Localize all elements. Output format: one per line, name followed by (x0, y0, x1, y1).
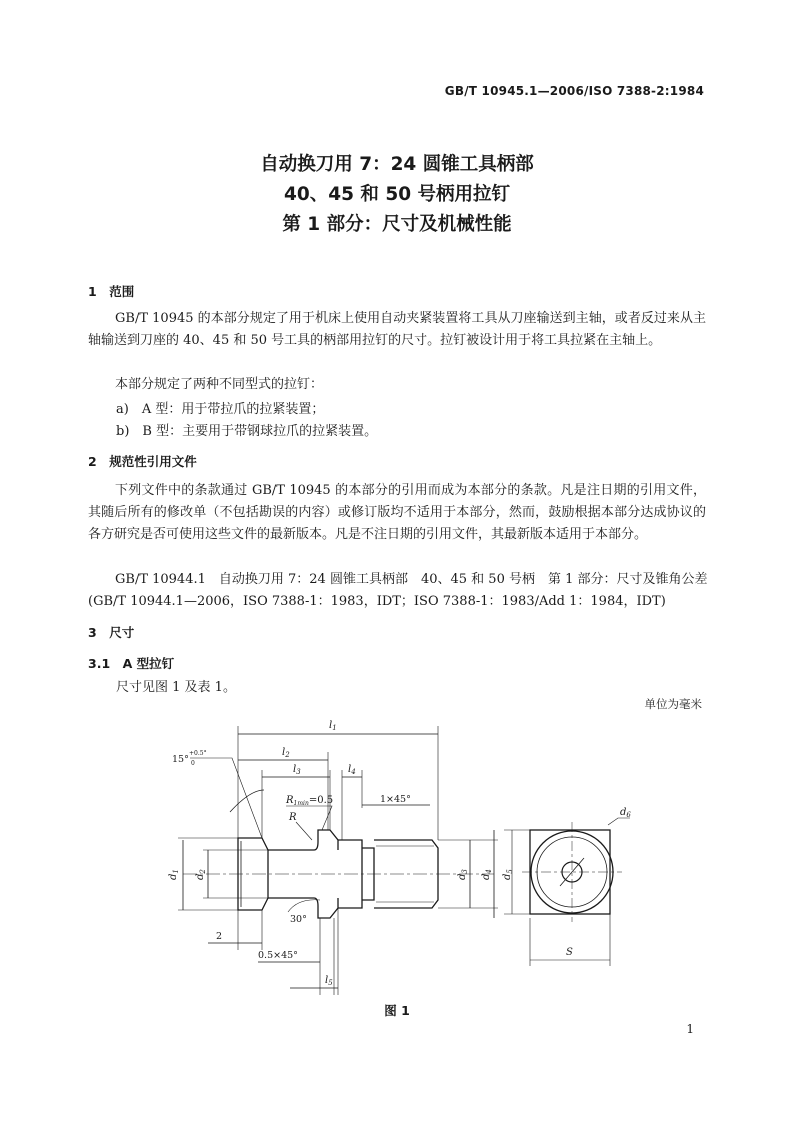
dim-l2: $l_2$ (282, 747, 290, 759)
dim-2: 2 (216, 931, 223, 942)
dim-rmin: $R_{1min}=0.5$ (286, 795, 334, 807)
standard-id-header: GB/T 10945.1—2006/ISO 7388-2:1984 (444, 84, 704, 98)
chamfer-1x45: 1×45° (380, 794, 411, 805)
section-3-heading: 3 尺寸 (88, 625, 135, 640)
angle-15-tol-upper: +0.5° (189, 750, 207, 757)
section-3-1-heading: 3.1 A 型拉钉 (88, 656, 175, 671)
dim-d4: $d_4$ (481, 869, 493, 880)
angle-15-tol-lower: 0 (191, 760, 195, 767)
dim-l4: $l_4$ (348, 764, 356, 776)
title-line-2: 40、45 和 50 号柄用拉钉 (283, 184, 511, 205)
section-2-heading: 2 规范性引用文件 (88, 454, 197, 469)
angle-30: 30° (290, 914, 307, 925)
reference-line-1: GB/T 10944.1 自动换刀用 7：24 圆锥工具柄部 40、45 和 50 号柄 第 1 部分：尺寸及锥角公差 (115, 572, 708, 587)
dim-d6: $d_6$ (620, 807, 631, 819)
pull-stud-end-view (504, 818, 630, 966)
dim-s: S (566, 947, 573, 958)
unit-note: 单位为毫米 (644, 697, 702, 711)
title-line-1: 自动换刀用 7：24 圆锥工具柄部 (260, 154, 534, 175)
dim-d1: $d_1$ (168, 869, 180, 880)
dim-d5: $d_5$ (502, 869, 514, 880)
figure-caption: 图 1 (384, 1003, 410, 1018)
list-item-b: b) B 型：主要用于带钢球拉爪的拉紧装置。 (116, 424, 378, 439)
list-item-a: a) A 型：用于带拉爪的拉紧装置； (116, 402, 325, 417)
title-line-3: 第 1 部分：尺寸及机械性能 (282, 214, 512, 235)
dim-r: R (289, 812, 297, 823)
dim-d3: $d_3$ (457, 869, 469, 880)
dim-l1: $l_1$ (329, 720, 337, 732)
section-2-para-1: 下列文件中的条款通过 GB/T 10945 的本部分的引用而成为本部分的条款。凡是注日期的引用文件，其随后所有的修改单（不包括勘误的内容）或修订版均不适用于本部分，然而，鼓励根据本部分达成协议的各方研究是否可使用这些文件的最新版本。凡是不注日期的引用文件，其最新版本适用于本部分。 (88, 483, 706, 542)
section-1-heading: 1 范围 (88, 284, 135, 299)
dim-d2: $d_2$ (195, 869, 207, 880)
dim-l5: $l_5$ (325, 975, 333, 987)
section-1-para-1: GB/T 10945 的本部分规定了用于机床上使用自动夹紧装置将工具从刀座输送到主轴，或者反过来从主轴输送到刀座的 40、45 和 50 号工具的柄部用拉钉的尺寸。拉钉被设计用于将工具拉紧在主轴上。 (88, 311, 706, 348)
angle-15: 15° (172, 754, 189, 765)
section-3-1-para: 尺寸见图 1 及表 1。 (116, 680, 236, 695)
dim-l3: $l_3$ (293, 764, 301, 776)
chamfer-0-5x45: 0.5×45° (258, 950, 298, 961)
reference-line-2: (GB/T 10944.1—2006，ISO 7388-1：1983，IDT；ISO 7388-1：1983/Add 1：1984，IDT) (88, 594, 666, 609)
section-1-para-2: 本部分规定了两种不同型式的拉钉： (115, 377, 324, 392)
page-number: 1 (686, 1022, 694, 1036)
